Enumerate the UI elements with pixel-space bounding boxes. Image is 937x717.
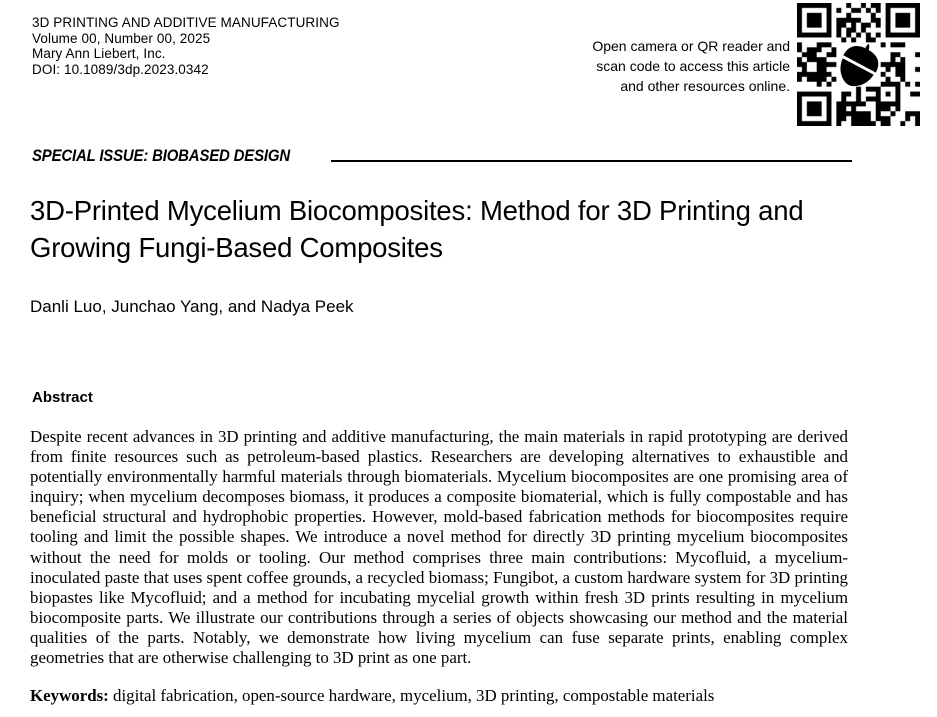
masthead [32,15,340,77]
abstract-heading: Abstract [32,389,93,406]
volume-number-year: Volume 00, Number 00, 2025 [32,30,211,46]
article-title: 3D-Printed Mycelium Biocomposites: Method for 3D Printing and Growing Fungi-Based Composites [30,195,804,263]
section-banner [32,146,852,166]
journal-name: 3D PRINTING AND ADDITIVE MANUFACTURING [32,15,340,30]
publisher: Mary Ann Liebert, Inc. [32,46,166,61]
keywords-line [30,686,848,706]
article-authors: Danli Luo, Junchao Yang, and Nadya Peek [30,297,354,316]
qr-instruction-line: scan code to access this article [596,58,790,74]
acorn-icon [833,39,885,91]
qr-instruction-line: and other resources online. [620,78,790,94]
keywords-text: digital fabrication, open-source hardware, mycelium, 3D printing, compostable materials [108,686,715,705]
special-issue-label: SPECIAL ISSUE: BIOBASED DESIGN [32,146,290,165]
qr-instruction-text [592,36,790,96]
qr-code [797,3,920,126]
doi: DOI: 10.1089/3dp.2023.0342 [32,61,209,77]
abstract-body: Despite recent advances in 3D printing and additive manufacturing, the main materials in rapid prototyping are derived from finite resources such as petroleum-based plastics. Researchers are developing alternatives to exhaustible and potentially environmentally harmful materials through biomaterials. Mycelium biocomposites are one promising area of inquiry; when mycelium decomposes biomass, it produces a composite biomaterial, which is fully compostable and has beneficial structural and hydrophobic properties. However, mold-based fabrication methods for biocomposites require tooling and limit the possible shapes. We introduce a novel method for directly 3D printing mycelium biocomposites without the need for molds or tooling. Our method comprises three main contributions: Mycofluid, a mycelium-inoculated paste that uses spent coffee grounds, a recycled biomass; Fungibot, a custom hardware system for 3D printing biopastes like Mycofluid; and a method for incubating mycelial growth within fresh 3D prints resulting in mycelium biocomposite parts. We illustrate our contributions through a series of objects showcasing our method and the material qualities of the parts. Notably, we demonstrate how living mycelium can fuse separate prints, enabling complex geometries that are otherwise challenging to 3D print as one part. [30,427,848,668]
keywords-label: Keywords: [30,686,109,705]
banner-rule [331,160,852,162]
qr-instruction-line: Open camera or QR reader and [592,38,790,54]
